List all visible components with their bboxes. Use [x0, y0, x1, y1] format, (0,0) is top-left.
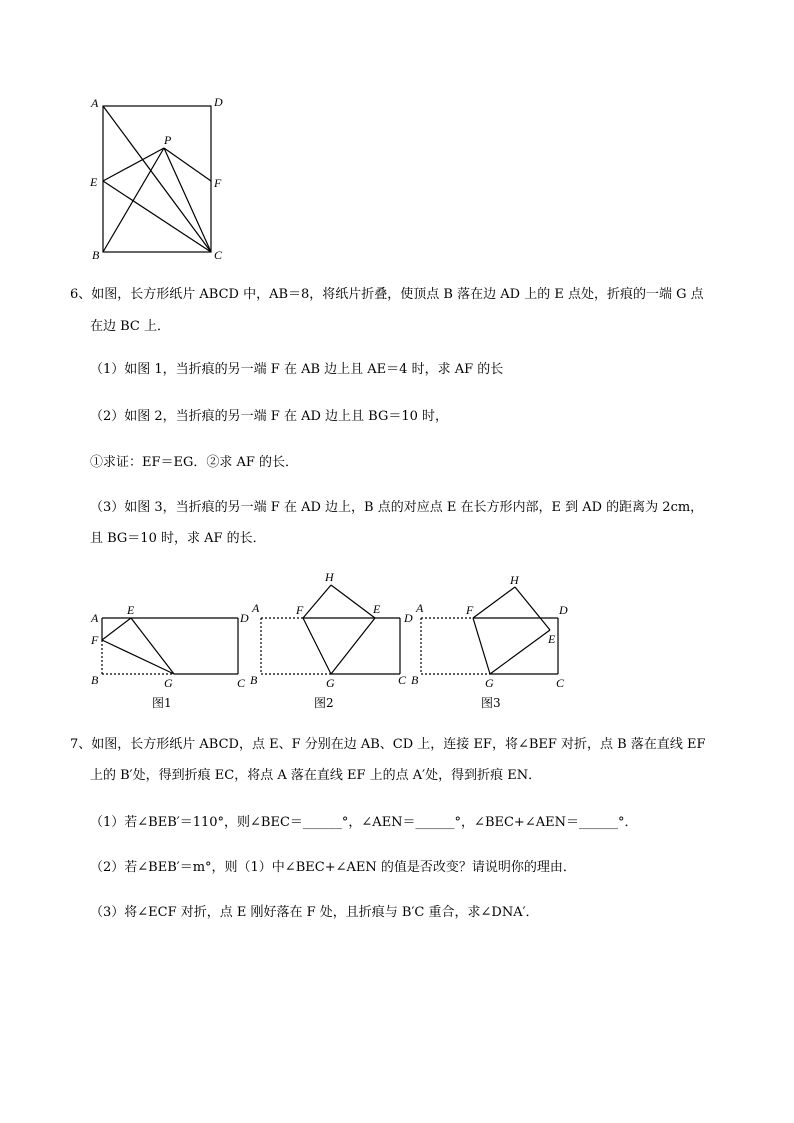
label-f: F — [214, 176, 222, 190]
q6-stem-line2: 在边 BC 上． — [90, 319, 171, 334]
q6-stem-line1: 6、如图，长方形纸片 ABCD 中，AB＝8，将纸片折叠，使顶点 B 落在边 AD 上的 E 点处，折痕的一端 G 点 — [70, 287, 704, 302]
label-a: A — [91, 96, 99, 110]
label-b: B — [92, 248, 100, 262]
q6-part2: （2）如图 2，当折痕的另一端 F 在 AD 边上且 BG＝10 时， — [90, 409, 449, 424]
fig2-label-g: G — [326, 676, 335, 690]
fig2-caption: 图2 — [314, 696, 334, 710]
label-c: C — [214, 248, 223, 262]
fig2-label-f: F — [296, 603, 304, 617]
fig2-label-a: A — [252, 601, 260, 615]
fig1-label-c: C — [237, 676, 246, 690]
fig3-label-g: G — [485, 676, 494, 690]
q7-part2: （2）若∠BEB′＝m°，则（1）中∠BEC+∠AEN 的值是否改变？请说明你的理由． — [90, 860, 576, 875]
label-d: D — [214, 95, 223, 109]
fig1-label-b: B — [91, 673, 99, 687]
fig1-label-a: A — [91, 611, 99, 625]
fig2-label-c: C — [398, 673, 407, 687]
fig2-label-b: B — [250, 673, 258, 687]
fig3-caption: 图3 — [481, 696, 501, 710]
q6-part2-sub: ①求证：EF＝EG．②求 AF 的长． — [90, 455, 299, 470]
fig3-label-b: B — [411, 673, 419, 687]
fig1-label-g: G — [164, 676, 173, 690]
fig2-label-e: E — [373, 602, 381, 616]
fig1-label-f: F — [91, 633, 99, 647]
label-p: P — [164, 133, 172, 147]
q6-part1: （1）如图 1，当折痕的另一端 F 在 AB 边上且 AE＝4 时，求 AF 的长 — [90, 362, 504, 377]
fig3-label-e: E — [548, 632, 556, 646]
q7-stem-line2: 上的 B′处，得到折痕 EC，将点 A 落在直线 EF 上的点 A′处，得到折痕 EN． — [90, 768, 542, 783]
fig3-label-h: H — [510, 573, 519, 587]
fig3-label-a: A — [416, 601, 424, 615]
q7-part3: （3）将∠ECF 对折，点 E 刚好落在 F 处，且折痕与 B′C 重合，求∠DNA′． — [90, 905, 539, 920]
q6-part3-line1: （3）如图 3，当折痕的另一端 F 在 AD 边上，B 点的对应点 E 在长方形内部，E 到 AD 的距离为 2cm， — [90, 500, 704, 515]
fig2-label-d: D — [404, 611, 413, 625]
fig3-label-f: F — [466, 603, 474, 617]
fig3-label-c: C — [556, 676, 565, 690]
q6-part3-line2: 且 BG＝10 时，求 AF 的长． — [90, 531, 266, 546]
fig1-label-e: E — [127, 603, 135, 617]
fig1-label-d: D — [240, 611, 249, 625]
label-e: E — [90, 175, 98, 189]
q7-part1: （1）若∠BEB′＝110°，则∠BEC＝______°，∠AEN＝______°，∠BEC+∠AEN＝______°． — [90, 815, 638, 830]
q7-stem-line1: 7、如图，长方形纸片 ABCD，点 E、F 分别在边 AB、CD 上，连接 EF，将∠BEF 对折，点 B 落在直线 EF — [70, 737, 706, 752]
fig1-caption: 图1 — [152, 696, 172, 710]
fig3-label-d: D — [559, 603, 568, 617]
fig2-label-h: H — [325, 570, 334, 584]
